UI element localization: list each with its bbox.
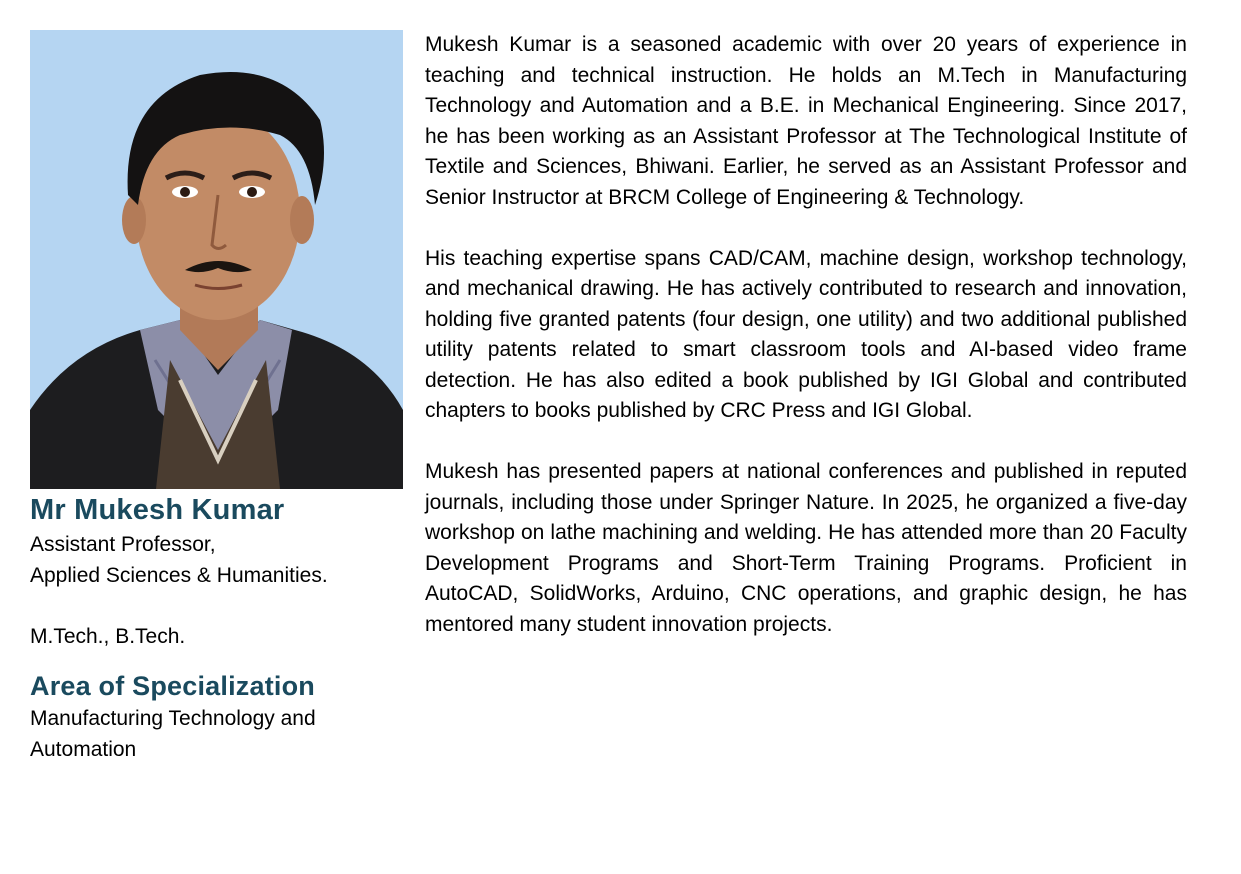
- designation-text: Assistant Professor,: [30, 533, 216, 556]
- specialization-heading: Area of Specialization: [30, 671, 315, 701]
- bio-paragraph-3: Mukesh has presented papers at national conferences and published in reputed journals, including those under Springer Nature. In 2025, he organized a five-day workshop on lathe machining and welding. He has attended more than 20 Faculty Development Programs and Short-Term Training Programs. Proficient in AutoCAD, SolidWorks, Arduino, CNC operations, and graphic design, he has mentored many student innovation projects.: [425, 460, 1187, 636]
- bio-column: [425, 30, 1187, 671]
- qualification-text: M.Tech., B.Tech.: [30, 625, 186, 648]
- specialization-text: Manufacturing Technology and Automation: [30, 707, 316, 761]
- department-text: Applied Sciences & Humanities.: [30, 564, 328, 587]
- spacer: [30, 591, 410, 621]
- person-portrait-image: [30, 30, 403, 489]
- profile-column: [30, 30, 410, 765]
- bio-paragraph-2: His teaching expertise spans CAD/CAM, machine design, workshop technology, and mechanical drawing. He has actively contributed to research and innovation, holding five granted patents (four design, one utility) and two additional published utility patents related to smart classroom tools and AI-based video frame detection. He has also edited a book published by IGI Global and contributed chapters to books published by CRC Press and IGI Global.: [425, 246, 1187, 422]
- bio-paragraph-1: Mukesh Kumar is a seasoned academic with over 20 years of experience in teaching and technical instruction. He holds an M.Tech in Manufacturing Technology and Automation and a B.E. in Mechanical Engineering. Since 2017, he has been working as an Assistant Professor at The Technological Institute of Textile and Sciences, Bhiwani. Earlier, he served as an Assistant Professor and Senior Instructor at BRCM College of Engineering & Technology.: [425, 33, 1187, 209]
- profile-name: Mr Mukesh Kumar: [30, 494, 285, 526]
- profile-photo: [30, 30, 403, 489]
